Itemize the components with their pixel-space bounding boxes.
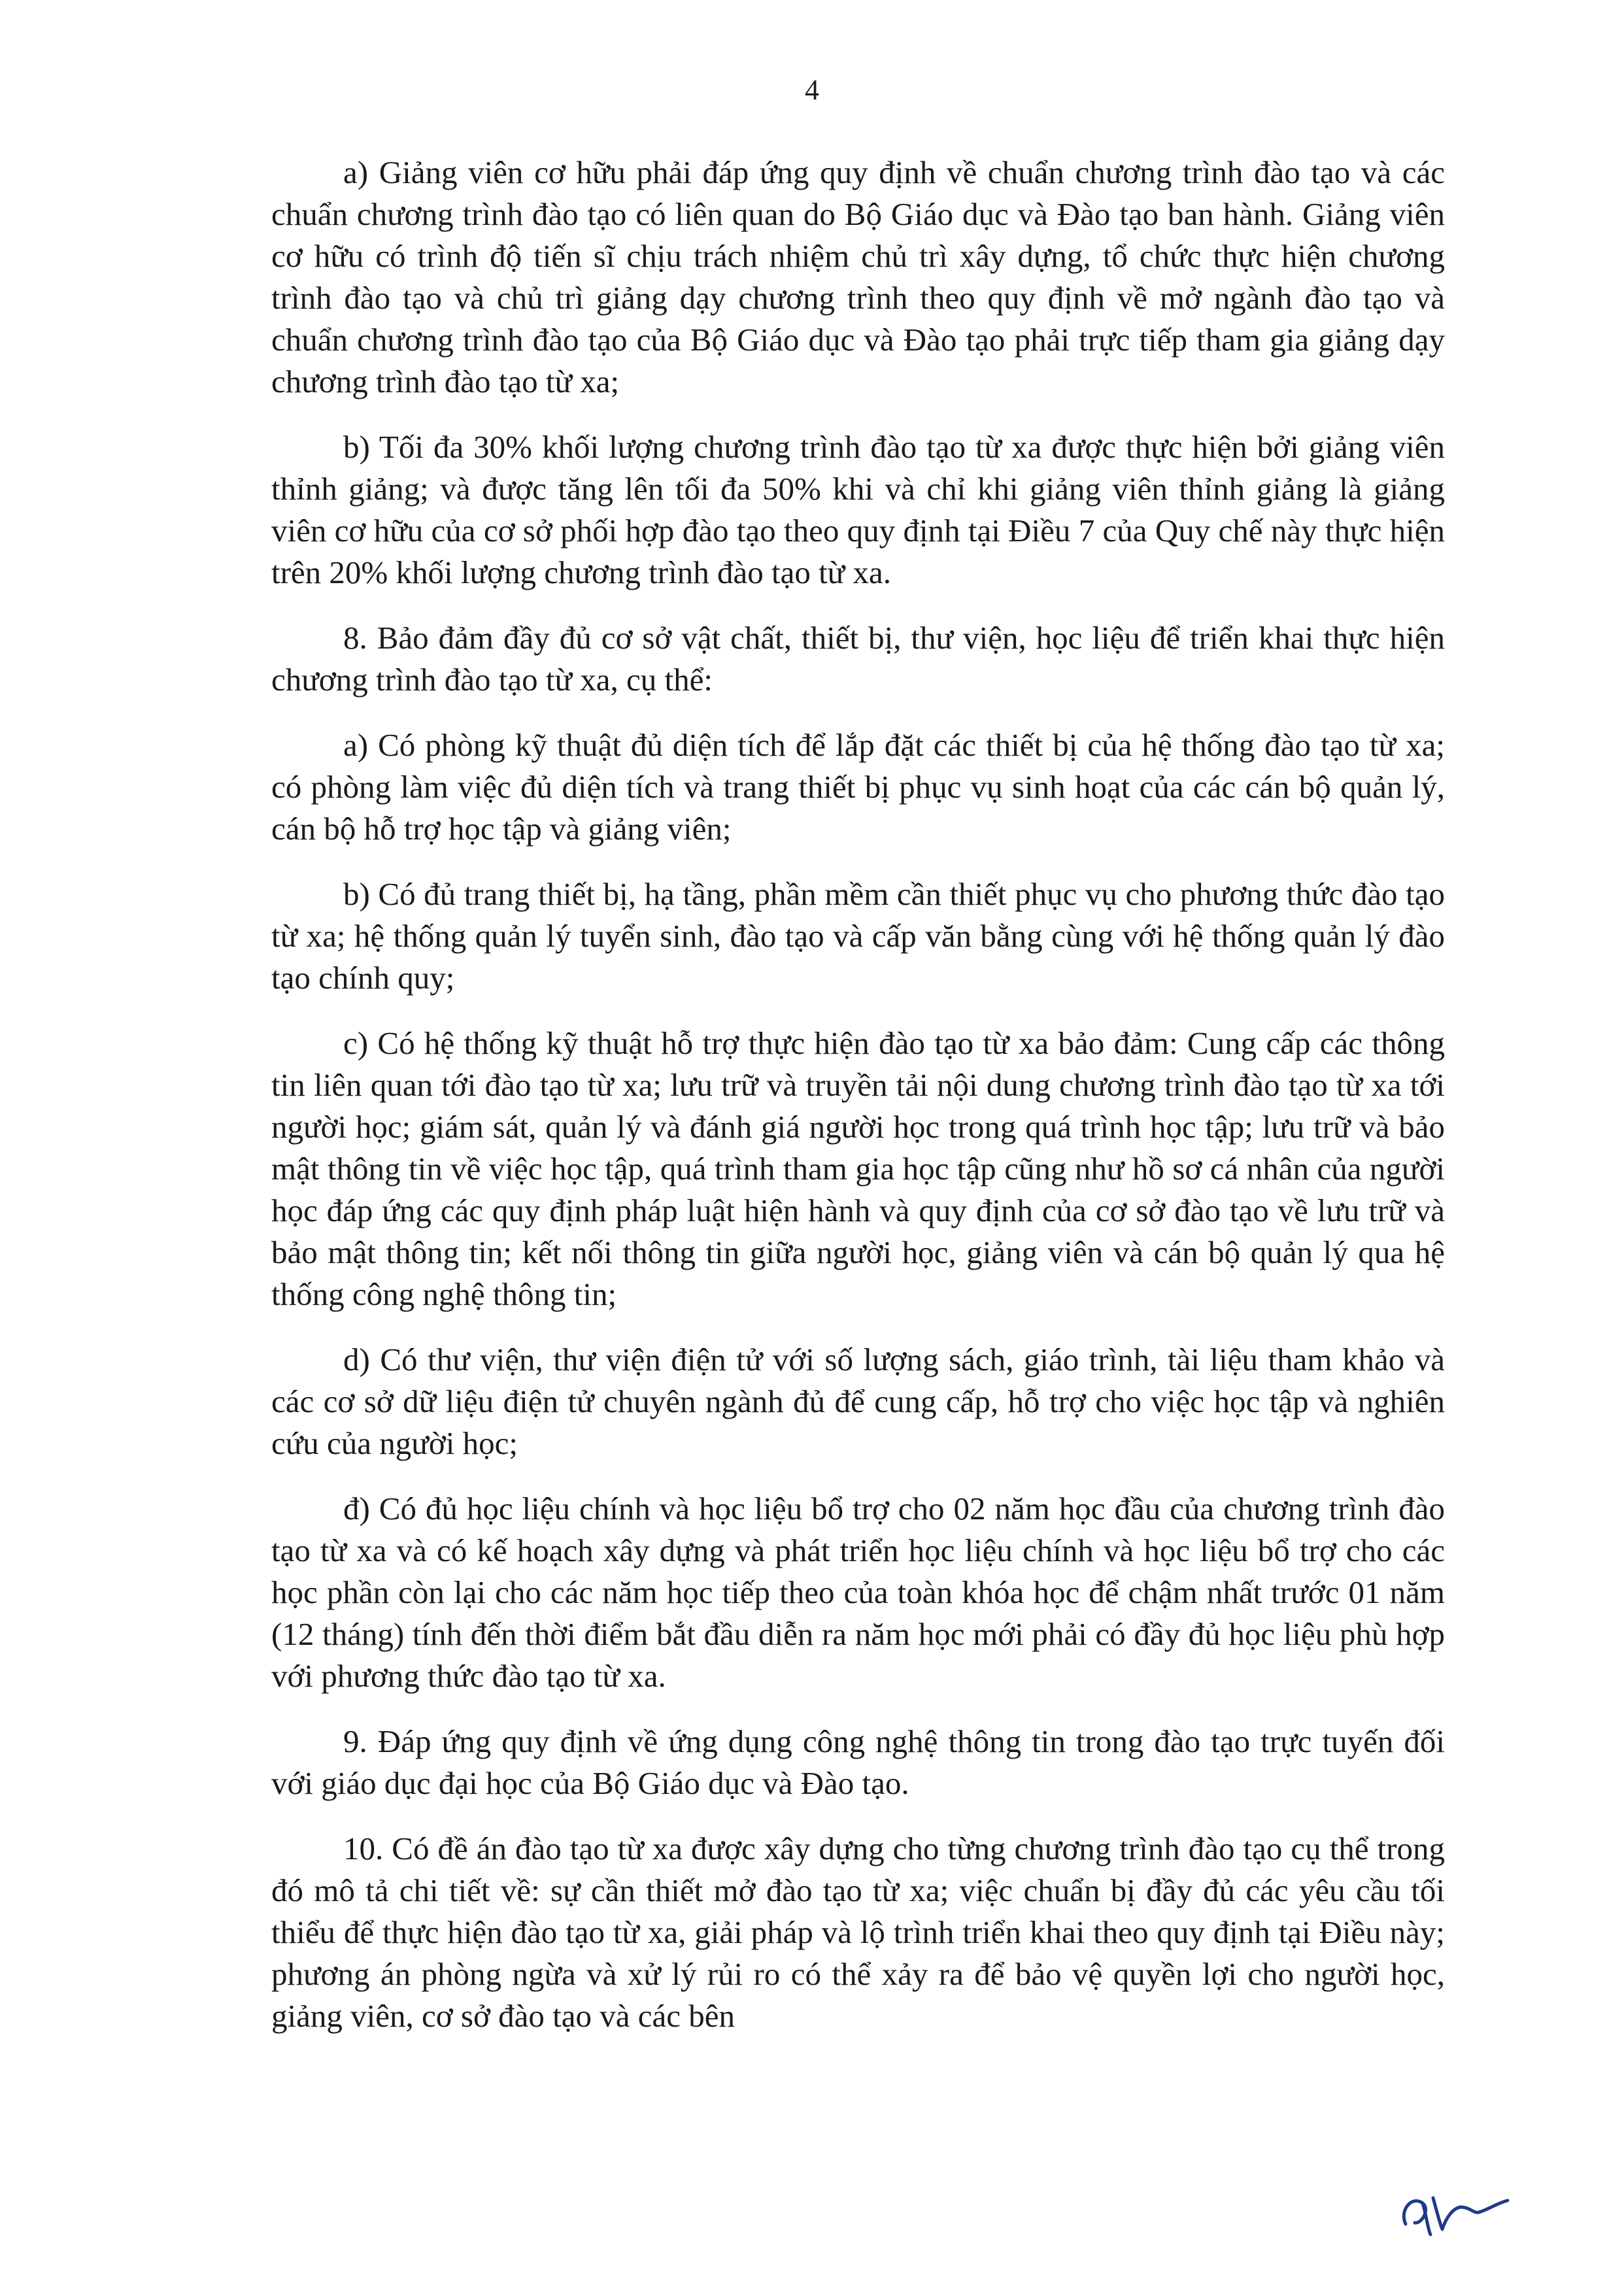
paragraph-8d: d) Có thư viện, thư viện điện tử với số lượng sách, giáo trình, tài liệu tham khảo và các cơ sở dữ liệu điện tử chuyên ngành đủ để cung cấp, hỗ trợ cho việc học tập và nghiên cứu của người học; — [271, 1341, 1445, 1461]
paragraph-10: 10. Có đề án đào tạo từ xa được xây dựng cho từng chương trình đào tạo cụ thể trong đó mô tả chi tiết về: sự cần thiết mở đào tạo từ xa; việc chuẩn bị đầy đủ các yêu cầu tối thiểu để thực hiện đào tạo từ xa, giải pháp và lộ trình triển khai theo quy định tại Điều này; phương án phòng ngừa và xử lý rủi ro có thể xảy ra để bảo vệ quyền lợi cho người học, giảng viên, cơ sở đào tạo và các bên — [271, 1830, 1445, 2034]
signature-stroke — [1404, 2198, 1508, 2235]
paragraph-7b: b) Tối đa 30% khối lượng chương trình đào tạo từ xa được thực hiện bởi giảng viên thỉnh giảng; và được tăng lên tối đa 50% khi và chỉ khi giảng viên thỉnh giảng là giảng viên cơ hữu của cơ sở phối hợp đào tạo theo quy định tại Điều 7 của Quy chế này thực hiện trên 20% khối lượng chương trình đào tạo từ xa. — [271, 429, 1445, 590]
paragraph-8a: a) Có phòng kỹ thuật đủ diện tích để lắp đặt các thiết bị của hệ thống đào tạo từ xa; có phòng làm việc đủ diện tích và trang thiết bị phục vụ sinh hoạt của các cán bộ quản lý, cán bộ hỗ trợ học tập và giảng viên; — [271, 727, 1445, 847]
handwritten-signature — [1393, 2184, 1523, 2242]
paragraph-8c: c) Có hệ thống kỹ thuật hỗ trợ thực hiện đào tạo từ xa bảo đảm: Cung cấp các thông tin liên quan tới đào tạo từ xa; lưu trữ và truyền tải nội dung chương trình đào tạo từ xa tới người học; giám sát, quản lý và đánh giá người học trong quá trình học tập; lưu trữ và bảo mật thông tin về việc học tập, quá trình tham gia học tập cũng như hồ sơ cá nhân của người học đáp ứng các quy định pháp luật hiện hành và quy định của cơ sở đào tạo về lưu trữ và bảo mật thông tin; kết nối thông tin giữa người học, giảng viên và cán bộ quản lý qua hệ thống công nghệ thông tin; — [271, 1025, 1445, 1312]
paragraph-8b: b) Có đủ trang thiết bị, hạ tầng, phần mềm cần thiết phục vụ cho phương thức đào tạo từ xa; hệ thống quản lý tuyển sinh, đào tạo và cấp văn bằng cùng với hệ thống quản lý đào tạo chính quy; — [271, 876, 1445, 996]
paragraph-8dd: đ) Có đủ học liệu chính và học liệu bổ trợ cho 02 năm học đầu của chương trình đào tạo từ xa và có kế hoạch xây dựng và phát triển học liệu chính và học liệu bổ trợ cho các học phần còn lại cho các năm học tiếp theo của toàn khóa học để chậm nhất trước 01 năm (12 tháng) tính đến thời điểm bắt đầu diễn ra năm học mới phải có đầy đủ học liệu phù hợp với phương thức đào tạo từ xa. — [271, 1491, 1445, 1694]
document-body — [271, 152, 1445, 2061]
paragraph-8: 8. Bảo đảm đầy đủ cơ sở vật chất, thiết bị, thư viện, học liệu để triển khai thực hiện chương trình đào tạo từ xa, cụ thể: — [271, 620, 1445, 698]
paragraph-9: 9. Đáp ứng quy định về ứng dụng công nghệ thông tin trong đào tạo trực tuyến đối với giáo dục đại học của Bộ Giáo dục và Đào tạo. — [271, 1723, 1445, 1801]
page-number: 4 — [805, 74, 819, 106]
paragraph-7a: a) Giảng viên cơ hữu phải đáp ứng quy định về chuẩn chương trình đào tạo và các chuẩn chương trình đào tạo có liên quan do Bộ Giáo dục và Đào tạo ban hành. Giảng viên cơ hữu có trình độ tiến sĩ chịu trách nhiệm chủ trì xây dựng, tổ chức thực hiện chương trình đào tạo và chủ trì giảng dạy chương trình theo quy định về mở ngành đào tạo và chuẩn chương trình đào tạo của Bộ Giáo dục và Đào tạo phải trực tiếp tham gia giảng dạy chương trình đào tạo từ xa; — [271, 154, 1445, 399]
